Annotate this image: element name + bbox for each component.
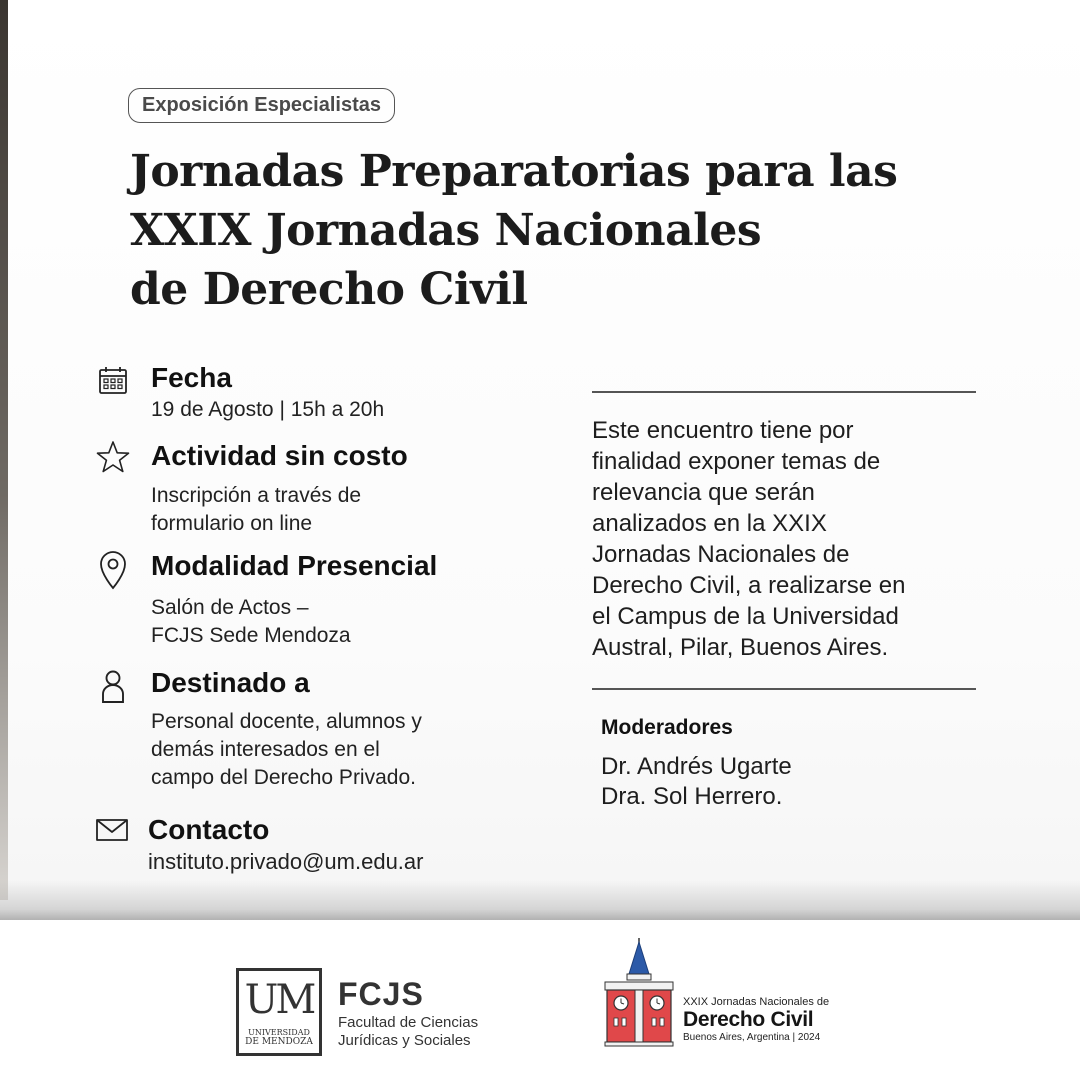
footer [0,920,1080,1080]
description-line: analizados en la XXIX [592,510,827,537]
info-costo [96,440,526,540]
divider-top [592,391,976,393]
fcjs-full-name [338,1014,478,1050]
costo-heading: Actividad sin costo [151,440,408,471]
jornadas-logo-sub: Buenos Aires, Argentina | 2024 [683,1032,821,1043]
fcjs-line-2: Jurídicas y Sociales [338,1032,471,1049]
modalidad-line-1: Salón de Actos – [151,596,309,619]
title-line-3: de Derecho Civil [130,264,528,315]
modalidad-heading: Modalidad Presencial [151,550,438,581]
modalidad-text [151,594,351,650]
contact-email-link[interactable]: instituto.privado@um.edu.ar [148,849,424,874]
costo-text [151,482,361,538]
moderator-name: Dra. Sol Herrero. [601,783,783,810]
description-line: Jornadas Nacionales de [592,541,850,568]
destinado-line-3: campo del Derecho Privado. [151,766,416,789]
costo-line-1: Inscripción a través de [151,484,362,507]
info-contacto [96,814,526,884]
destinado-heading: Destinado a [151,667,310,698]
costo-line-2: formulario on line [151,512,313,535]
info-fecha [96,362,526,422]
title-line-2: XXIX Jornadas Nacionales [130,205,762,256]
contacto-text [148,848,423,876]
jornadas-logo-main: Derecho Civil [683,1008,814,1031]
divider-bottom [592,688,976,690]
title-line-1: Jornadas Preparatorias para las [130,146,898,197]
description-line: Este encuentro tiene por [592,417,854,444]
destinado-line-1: Personal docente, alumnos y [151,710,422,733]
jornadas-logo-top: XXIX Jornadas Nacionales de [683,996,830,1008]
left-photo-edge [0,0,8,900]
fecha-heading: Fecha [151,362,232,393]
category-tag: Exposición Especialistas [128,88,395,123]
destinado-text [151,708,422,792]
fcjs-line-1: Facultad de Ciencias [338,1014,479,1031]
destinado-line-2: demás interesados en el [151,738,380,761]
moderators-heading: Moderadores [601,716,733,739]
mail-icon [96,814,130,848]
description-line: Derecho Civil, a realizarse en [592,572,906,599]
clock-tower-logo-icon [602,938,676,1048]
description-line: finalidad exponer temas de [592,448,881,475]
fcjs-abbreviation: FCJS [338,976,424,1012]
calendar-icon [96,364,130,398]
fecha-text [151,396,384,424]
description-line: relevancia que serán [592,479,815,506]
moderator-name: Dr. Andrés Ugarte [601,753,792,780]
moderators-list [601,752,792,812]
info-modalidad [96,550,526,650]
modalidad-line-2: FCJS Sede Mendoza [151,624,351,647]
universidad-mendoza-logo [236,968,322,1056]
footer-shadow [0,880,1080,922]
info-destinado [96,667,526,797]
event-title [130,142,950,319]
fecha-line: 19 de Agosto | 15h a 20h [151,398,385,421]
star-icon [96,440,130,474]
description-line: Austral, Pilar, Buenos Aires. [592,634,889,661]
um-logo-line-1: UNIVERSIDAD [248,1028,310,1037]
person-icon [96,669,130,703]
location-pin-icon [96,550,130,590]
contacto-heading: Contacto [148,814,270,845]
um-logo-letters: UM [244,977,314,1023]
event-description [592,415,982,663]
description-line: el Campus de la Universidad [592,603,899,630]
um-logo-line-2: DE MENDOZA [245,1037,313,1047]
